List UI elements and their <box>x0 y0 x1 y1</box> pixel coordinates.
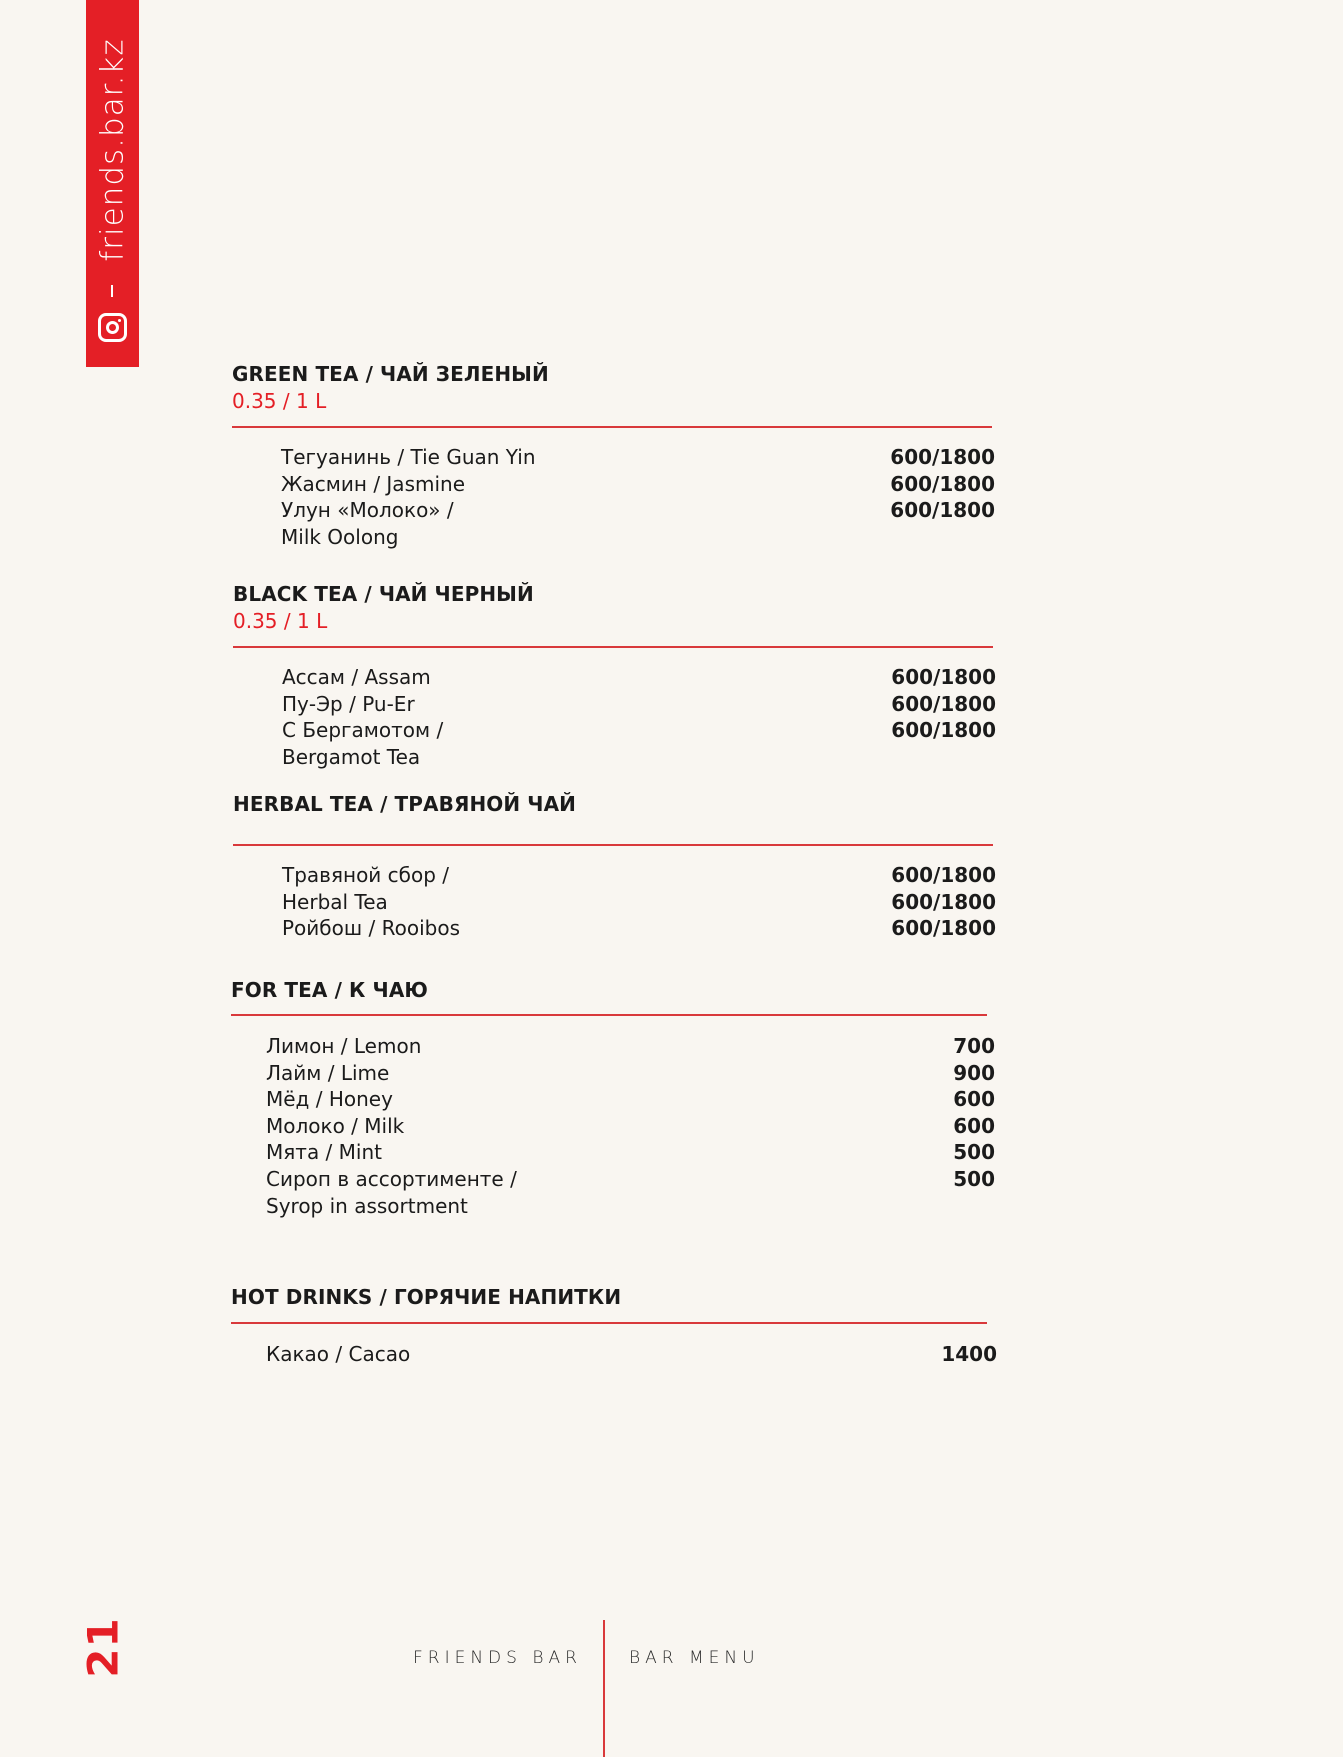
section-divider <box>233 646 993 648</box>
list-item: Молоко / Milk 600 <box>266 1113 995 1138</box>
item-list <box>266 1033 995 1219</box>
item-list <box>266 1341 997 1368</box>
list-item: Ройбош / Rooibos 600/1800 <box>282 916 996 941</box>
section-divider <box>232 426 992 428</box>
footer-menu-label: BAR MENU <box>629 1648 760 1668</box>
section-volume: 0.35 / 1 L <box>233 609 328 633</box>
list-item: Bergamot Tea <box>282 744 421 769</box>
footer-divider <box>603 1620 605 1757</box>
section-title: FOR TEA / К ЧАЮ <box>231 978 428 1002</box>
section-title: HOT DRINKS / ГОРЯЧИЕ НАПИТКИ <box>231 1285 622 1309</box>
list-item: Milk Oolong <box>281 524 399 549</box>
section-volume: 0.35 / 1 L <box>232 389 327 413</box>
list-item: Сироп в ассортименте / 500 <box>266 1166 995 1191</box>
list-item: Syrop in assortment <box>266 1193 468 1218</box>
list-item: Какао / Cacao 1400 <box>266 1342 997 1366</box>
list-item: Улун «Молоко» / 600/1800 <box>281 498 995 523</box>
item-list <box>282 664 996 770</box>
list-item: Лимон / Lemon 700 <box>266 1034 995 1058</box>
section-title: BLACK TEA / ЧАЙ ЧЕРНЫЙ <box>233 582 534 606</box>
list-item: Пу-Эр / Pu-Er 600/1800 <box>282 691 996 716</box>
section-title: HERBAL TEA / ТРАВЯНОЙ ЧАЙ <box>233 792 576 816</box>
section-herbal-tea <box>233 791 576 818</box>
list-item: Ассам / Assam 600/1800 <box>282 665 996 689</box>
page-number: 21 <box>78 1616 128 1678</box>
item-list <box>281 444 995 550</box>
list-item: Лайм / Lime 900 <box>266 1060 995 1085</box>
list-item: Herbal Tea 600/1800 <box>282 889 996 914</box>
social-handle[interactable]: friends.bar.kz <box>94 38 131 262</box>
section-hot-drinks <box>231 1284 621 1311</box>
section-divider <box>231 1322 987 1324</box>
section-for-tea <box>231 977 428 1004</box>
section-divider <box>233 844 993 846</box>
tab-separator <box>111 285 113 297</box>
list-item: Мёд / Honey 600 <box>266 1087 995 1112</box>
item-list <box>282 862 996 942</box>
list-item: Тегуанинь / Tie Guan Yin 600/1800 <box>281 445 995 469</box>
social-tab <box>86 0 139 367</box>
instagram-icon[interactable] <box>98 313 127 342</box>
list-item: Мята / Mint 500 <box>266 1140 995 1165</box>
section-title: GREEN TEA / ЧАЙ ЗЕЛЕНЫЙ <box>232 362 549 386</box>
list-item: С Бергамотом / 600/1800 <box>282 718 996 743</box>
footer-brand: FRIENDS BAR <box>413 1648 582 1668</box>
list-item: Травяной сбор / 600/1800 <box>282 863 996 887</box>
section-green-tea <box>232 361 549 415</box>
list-item: Жасмин / Jasmine 600/1800 <box>281 471 995 496</box>
section-black-tea <box>233 581 534 635</box>
section-divider <box>231 1014 987 1016</box>
